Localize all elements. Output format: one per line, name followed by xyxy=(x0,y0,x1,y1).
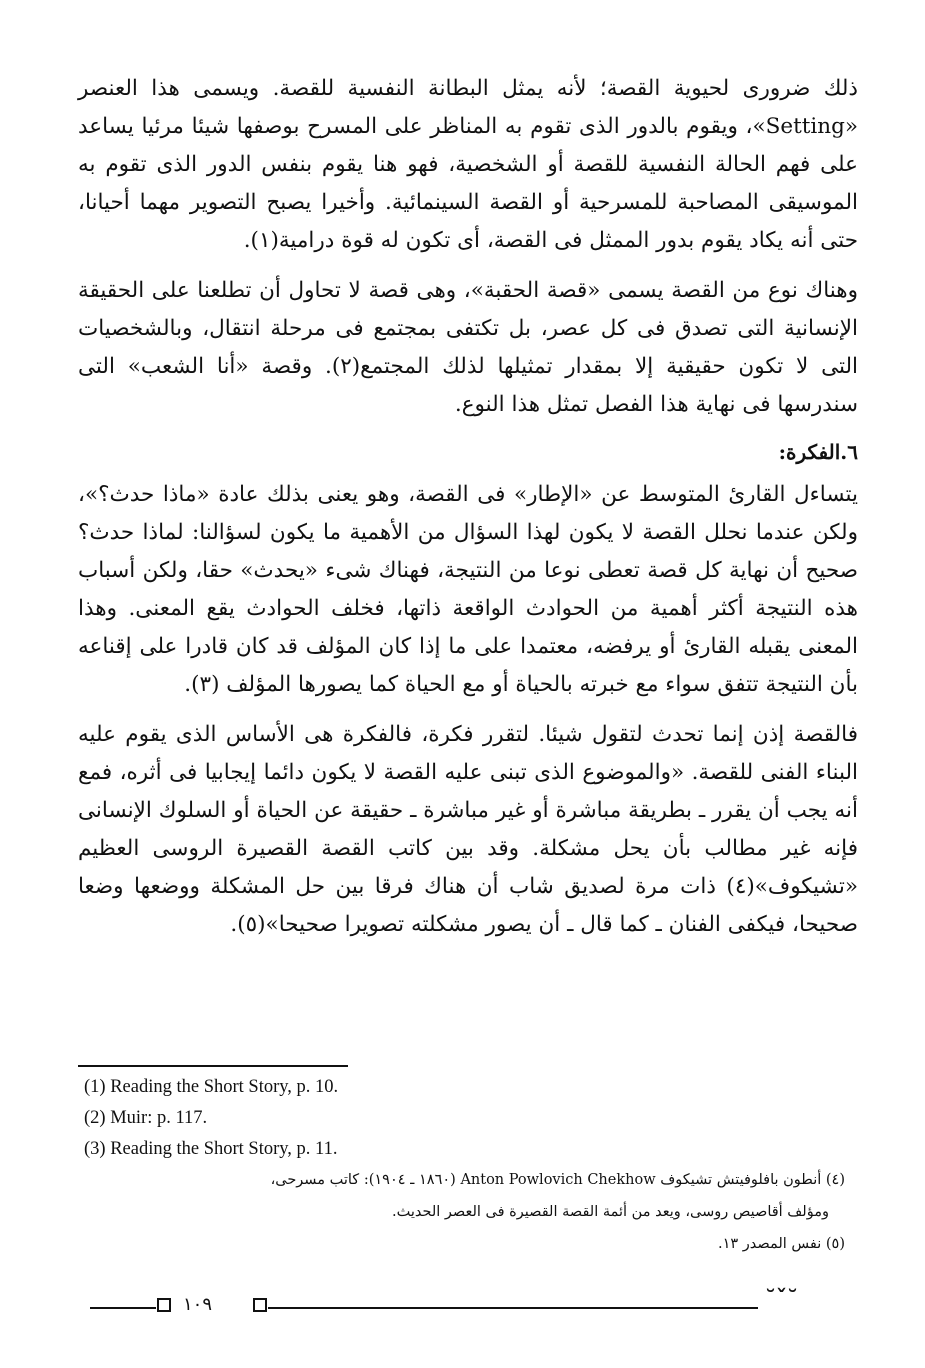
footnote-4-line-2: ومؤلف أقاصيص روسى، ويعد من أئمة القصة القصيرة فى العصر الحديث. xyxy=(392,1204,829,1220)
footer-line-left xyxy=(90,1307,156,1309)
paragraph-3: يتساءل القارئ المتوسط عن «الإطار» فى القصة، وهو يعنى بذلك عادة «ماذا حدث؟»، ولكن عندما نحلل القصة لا يكون لهذا السؤال من الأهمية ما يكون لسؤالنا: لماذا حدث؟ صحيح أن نهاية كل قصة تعطى نوعا من النتيجة، فهناك شىء «يحدث» حقا، ولكن أسباب هذه النتيجة أكثر أهمية من الحوادث الواقعة ذاتها، فخلف الحوادث يقع المعنى. وهذا المعنى يقبله القارئ أو يرفضه، معتمدا على ما إذا كان المؤلف قد كان قادرا على إقناعه بأن النتيجة تتفق سواء مع خبرته بالحياة أو مع الحياة كما يصورها المؤلف (٣). xyxy=(78,482,858,697)
section-heading-idea: ٦.الفكرة: xyxy=(778,440,858,464)
page-number: ١٠٩ xyxy=(183,1294,213,1315)
footnote-3: (3) Reading the Short Story, p. 11. xyxy=(84,1139,338,1159)
footer-line-right xyxy=(268,1307,758,1309)
footnote-2: (2) Muir: p. 117. xyxy=(84,1108,208,1128)
footnote-1: (1) Reading the Short Story, p. 10. xyxy=(84,1077,339,1097)
footnote-4-line-1: (٤) أنطون بافلوفيتش تشيكوف Anton Powlovich Chekhow (١٨٦٠ ـ ١٩٠٤): كاتب مسرحى، xyxy=(270,1172,845,1188)
ornament-icon: ˘ˇ˘ xyxy=(765,1286,798,1312)
main-text xyxy=(78,70,858,956)
footnote-divider xyxy=(78,1065,348,1067)
footnote-5: (٥) نفس المصدر ١٣. xyxy=(717,1236,845,1252)
paragraph-1: ذلك ضرورى لحيوية القصة؛ لأنه يمثل البطانة النفسية للقصة. ويسمى هذا العنصر «Setting»، ويقوم بالدور الذى تقوم به المناظر على المسرح بوصفها شيئا مرئيا يساعد على فهم الحالة النفسية للقصة أو الشخصية، فهو هنا يقوم بنفس الدور الذى تقوم به الموسيقى المصاحبة للمسرحية أو القصة السينمائية. وأخيرا يصبح التصوير مهما أحيانا، حتى أنه يكاد يقوم بدور الممثل فى القصة، أى تكون له قوة درامية(١). xyxy=(78,76,858,253)
paragraph-4: فالقصة إذن إنما تحدث لتقول شيئا. لتقرر فكرة، فالفكرة هى الأساس الذى يقوم عليه البناء الفنى للقصة. «والموضوع الذى تبنى عليه القصة لا يكون دائما إيجابيا فى أثره، فمع أنه يجب أن يقرر ـ بطريقة مباشرة أو غير مباشرة ـ حقيقة عن الحياة أو السلوك الإنسانى فإنه غير مطالب بأن يحل مشكلة. وقد بين كاتب القصة القصيرة الروسى العظيم «تشيكوف»(٤) ذات مرة لصديق شاب أن هناك فرقا بين حل المشكلة ووضعها وضعا صحيحا، فيكفى الفنان ـ كما قال ـ أن يصور مشكلته تصويرا صحيحا»(٥). xyxy=(78,722,858,937)
footer-box-right xyxy=(253,1298,267,1312)
paragraph-2: وهناك نوع من القصة يسمى «قصة الحقبة»، وهى قصة لا تحاول أن تطلعنا على الحقيقة الإنسانية التى تصدق فى كل عصر، بل تكتفى بمجتمع فى مرحلة انتقال، وبالشخصيات التى لا تكون حقيقية إلا بمقدار تمثيلها لذلك المجتمع(٢). وقصة «أنا الشعب» التى سندرسها فى نهاية هذا الفصل تمثل هذا النوع. xyxy=(78,278,858,417)
footer-box-left xyxy=(157,1298,171,1312)
